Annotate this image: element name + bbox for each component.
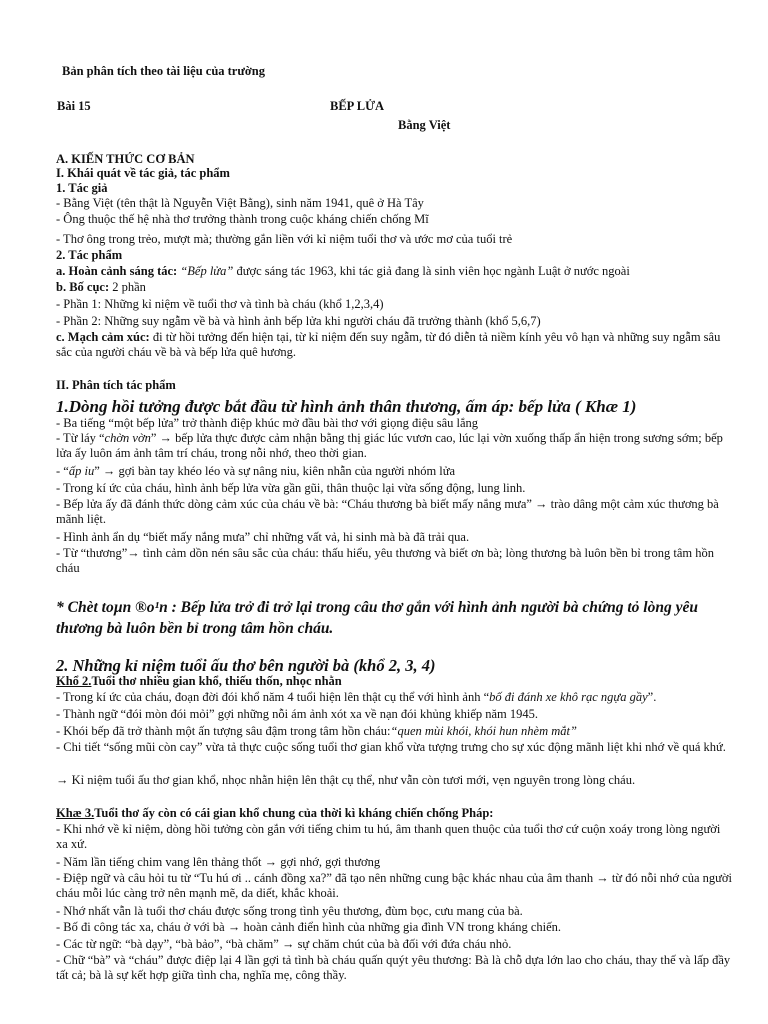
kho2-label: Khổ 2. [56,674,92,688]
kho2-text: ”. [647,690,657,704]
kho3-heading [56,806,732,821]
part1-text: - “ [56,464,69,478]
context-title: “Bếp lửa” [180,264,234,278]
kho2-text: - Khói bếp đã trở thành một ấn tượng sâu đậm trong tâm hồn cháu: [56,724,391,738]
kho2-quote: “quen mùi khói, khói hun nhèm mắt” [390,724,577,738]
author-heading: 1. Tác giả [56,181,108,195]
section-ii-heading: II. Phân tích tác phẩm [56,378,176,392]
layout-part: - Phần 2: Những suy ngẫm về bà và hình ảnh bếp lửa khi người cháu đã trưởng thành (khổ 5,6,7) [56,314,541,328]
kho3-line: - Năm lần tiếng chim vang lên thảng thốt → gợi nhớ, gợi thương [56,855,381,869]
part1-paragraph: - Bếp lửa ấy đã đánh thức dòng cảm xúc của cháu về bà: “Cháu thương bà biết mấy nắng mưa” → trào dâng một cảm xúc thương bà mãnh liệt. [56,497,719,526]
conclusion-note: * Chèt toµn ®o¹n : Bếp lửa trở đi trở lại trong câu thơ gắn với hình ảnh người bà chứng tỏ lòng yêu thương bà luôn bền bỉ trong tâm hồn cháu. [56,599,698,637]
emotion-label: c. Mạch cảm xúc: [56,330,150,344]
kho2-title: Tuổi thơ nhiều gian khổ, thiếu thốn, nhọc nhằn [91,674,342,688]
kho3-paragraph: - Chữ “bà” và “cháu” được điệp lại 4 lần gợi tả tình bà cháu quấn quýt yêu thương: Bà là chỗ dựa lớn lao cho cháu, thay thế và lấp đầy tất cả; bà là sự kết hợp giữa tình cha, nghĩa mẹ, công thầy. [56,953,731,982]
emotion-paragraph [56,330,732,360]
kho3-line: - Các từ ngữ: “bà dạy”, “bà bảo”, “bà chăm” → sự chăm chút của bà đối với đứa cháu nhỏ. [56,937,512,951]
section-overview-heading: I. Khái quát về tác giả, tác phẩm [56,166,230,180]
kho3-line: - Nhớ nhất vẫn là tuổi thơ cháu được sống trong tình yêu thương, đùm bọc, cưu mang của bà. [56,904,523,918]
section-a-heading: A. KIẾN THỨC CƠ BẢN [56,152,195,166]
layout-line [56,280,732,295]
kho3-label: Khæ 3. [56,806,95,820]
kho2-paragraph: - Chi tiết “sống mũi còn cay” vừa tả thực cuộc sống tuổi thơ gian khổ vừa tượng trưng cho sự xúc động mãnh liệt khi nhớ về quá khứ. [56,740,726,754]
kho2-quote: bố đi đánh xe khô rạc ngựa gầy [489,690,648,704]
author-line: - Bằng Việt (tên thật là Nguyễn Việt Bằng), sinh năm 1941, quê ở Hà Tây [56,196,424,210]
part1-heading: 1.Dòng hồi tưởng được bắt đầu từ hình ảnh thân thương, ấm áp: bếp lửa ( Khæ 1) [56,397,637,416]
emotion-text: đi từ hồi tưởng đến hiện tại, từ kỉ niệm đến suy ngẫm, từ đó diễn tả niềm kính yêu vô hạn và những suy ngẫm sâu sắc của người cháu về bà và bếp lửa quê hương. [56,330,721,359]
layout-part: - Phần 1: Những kỉ niệm về tuổi thơ và tình bà cháu (khổ 1,2,3,4) [56,297,384,311]
part1-line [56,464,732,479]
part1-text: ” → gợi bàn tay khéo léo và sự nâng niu, kiên nhẫn của người nhóm lửa [94,464,456,478]
kho2-line: - Thành ngữ “đói mòn đói mỏi” gợi những nỗi ám ảnh xót xa về nạn đói khủng khiếp năm 1945. [56,707,539,721]
lesson-number: Bài 15 [57,99,91,113]
part1-line: - Ba tiếng “một bếp lửa” trở thành điệp khúc mở đầu bài thơ với giọng điệu sâu lắng [56,416,479,430]
kho3-paragraph: - Điệp ngữ và câu hỏi tu từ “Tu hú ơi .. cánh đồng xa?” đã tạo nên những cung bậc khác nhau của âm thanh → từ đó nỗi nhớ của người cháu mỗi lúc càng trở nên mạnh mẽ, da diết, khắc khoải. [56,871,732,900]
part1-paragraph: - Từ “thương”→ tình cảm dồn nén sâu sắc của cháu: thấu hiểu, yêu thương và biết ơn bà; lòng thương bà luôn bền bỉ trong tâm hồn cháu [56,546,715,575]
kho3-title: Tuổi thơ ấy còn có cái gian khổ chung của thời kì kháng chiến chống Pháp: [94,806,494,820]
kho2-heading [56,674,732,689]
author-line: - Ông thuộc thế hệ nhà thơ trưởng thành trong cuộc kháng chiến chống Mĩ [56,212,429,226]
kho2-line [56,690,732,705]
kho2-line [56,724,732,739]
kho3-line: - Bố đi công tác xa, cháu ở với bà → hoàn cảnh điển hình của những gia đình VN trong kháng chiến. [56,920,562,934]
part1-line: - Trong kí ức của cháu, hình ảnh bếp lửa vừa gần gũi, thân thuộc lại vừa sống động, lung linh. [56,481,526,495]
kho3-paragraph: - Khi nhớ về kỉ niệm, dòng hồi tưởng còn gắn với tiếng chim tu hú, âm thanh quen thuộc của tuổi thơ cứ cuộn xoáy trong lòng người xa xứ. [56,822,721,851]
part1-quote: ấp iu [68,464,95,478]
poem-author: Bằng Việt [398,118,451,132]
kho2-text: - Trong kí ức của cháu, đoạn đời đói khổ năm 4 tuổi hiện lên thật cụ thể với hình ảnh “ [56,690,490,704]
part1-line: - Hình ảnh ẩn dụ “biết mấy nắng mưa” chỉ những vất vả, hi sinh mà bà đã trải qua. [56,530,470,544]
work-heading: 2. Tác phẩm [56,248,123,262]
poem-title: BẾP LỬA [330,99,385,113]
context-text: được sáng tác 1963, khi tác giả đang là sinh viên học ngành Luật ở nước ngoài [233,264,630,278]
part1-text: ” → bếp lửa thực được cảm nhận bằng thị giác lúc vươn cao, lúc lại vờn xuống thấp ẩn hiện trong sương sớm; bếp lửa ấy luôn ám ảnh tâm trí cháu, trong nỗi nhớ, theo thời gian. [56,431,723,460]
layout-label: b. Bố cục: [56,280,110,294]
part1-quote: chờn vờn [104,431,151,445]
context-line [56,264,732,279]
part1-paragraph [56,431,732,461]
context-label: a. Hoàn cảnh sáng tác: [56,264,178,278]
part2-heading: 2. Những kỉ niệm tuổi ấu thơ bên người bà (khổ 2, 3, 4) [56,656,436,675]
source-note: Bản phân tích theo tài liệu của trường [62,64,265,78]
author-line: - Thơ ông trong trẻo, mượt mà; thường gắn liền với kỉ niệm tuổi thơ và ước mơ của tuổi trẻ [56,232,513,246]
layout-text: 2 phần [109,280,146,294]
part1-text: - Từ láy “ [56,431,105,445]
kho2-line: → Kỉ niệm tuổi ấu thơ gian khổ, nhọc nhằn hiện lên thật cụ thể, như vẫn còn tươi mới, vẹn nguyên trong lòng cháu. [56,773,636,787]
